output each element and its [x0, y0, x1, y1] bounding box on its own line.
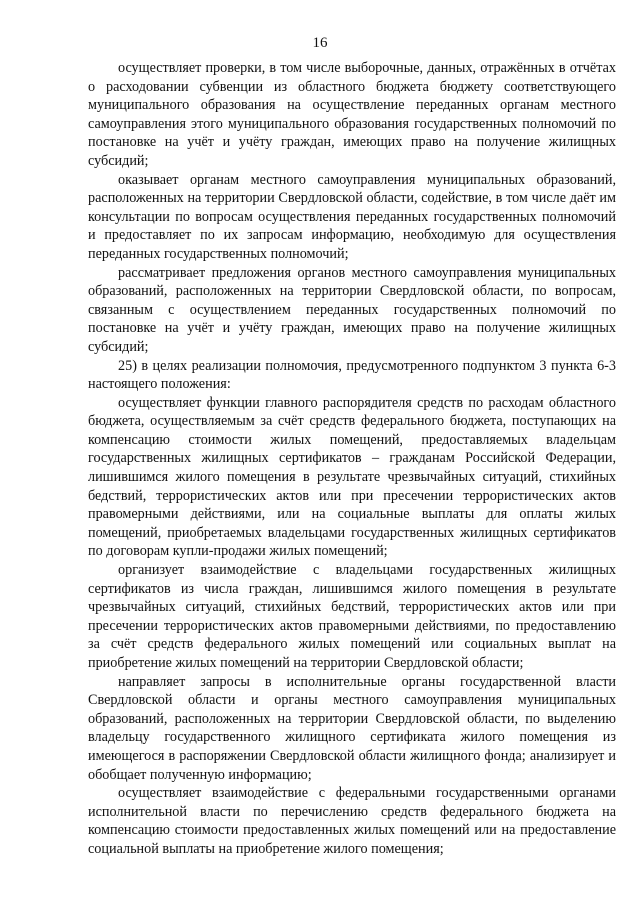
paragraph-chief-administrator: осуществляет функции главного распорядителя средств по расходам областного бюджета, осуществляемым за счёт средств федерального бюджета, поступающих на компенсацию стоимости жилых помещений, предоставляемых владельцам государственных жилищных сертификатов – гражданам Российской Федерации, лишившимся жилого помещения в результате чрезвычайных ситуаций, стихийных бедствий, террористических актов или при пресечении террористических актов правомерными действиями, или на социальные выплаты для оплаты жилых помещений, приобретаемых владельцами государственных жилищных сертификатов по договорам купли-продажи жилых помещений;	[88, 394, 616, 560]
paragraph-requests: направляет запросы в исполнительные органы государственной власти Свердловской области и органы местного самоуправления муниципальных образований, расположенных на территории Свердловской области, по выделению владельцу государственного жилищного сертификата жилого помещения из имеющегося в распоряжении Свердловской области жилищного фонда; анализирует и обобщает полученную информацию;	[88, 673, 616, 783]
paragraph-proposals: рассматривает предложения органов местного самоуправления муниципальных образований, расположенных на территории Свердловской области, по вопросам, связанным с осуществлением переданных государственных полномочий по постановке на учёт и учёту граждан, имеющих право на получение жилищных субсидий;	[88, 264, 616, 355]
paragraph-federal-interaction: осуществляет взаимодействие с федеральными государственными органами исполнительной власти по перечислению средств федерального бюджета на компенсацию стоимости предоставленных жилых помещений или на предоставление социальной выплаты на приобретение жилого помещения;	[88, 785, 616, 857]
body-text	[88, 59, 616, 859]
page-number: 16	[312, 35, 328, 51]
paragraph-item-25: 25) в целях реализации полномочия, предусмотренного подпунктом 3 пункта 6-3 настоящего положения:	[88, 357, 616, 393]
paragraph-certificate-holders: организует взаимодействие с владельцами государственных жилищных сертификатов из числа граждан, лишившимся жилого помещения в результате чрезвычайных ситуаций, стихийных бедствий, террористических актов или при пресечении террористических актов правомерными действиями, по предоставлению за счёт средств федерального жилых помещений или социальных выплат на приобретение жилых помещений на территории Свердловской области;	[88, 562, 616, 671]
paragraph-assistance: оказывает органам местного самоуправления муниципальных образований, расположенных на территории Свердловской области, содействие, в том числе даёт им консультации по вопросам осуществления переданных государственных полномочий и предоставляет по их запросам информацию, необходимую для осуществления переданных государственных полномочий;	[88, 171, 616, 262]
paragraph-inspections: осуществляет проверки, в том числе выборочные, данных, отражённых в отчётах о расходовании субвенции из областного бюджета бюджету соответствующего муниципального образования на осуществление переданных органам местного самоуправления этого муниципального образования государственных полномочий по постановке на учёт и учёту граждан, имеющих право на получение жилищных субсидий;	[88, 60, 616, 169]
